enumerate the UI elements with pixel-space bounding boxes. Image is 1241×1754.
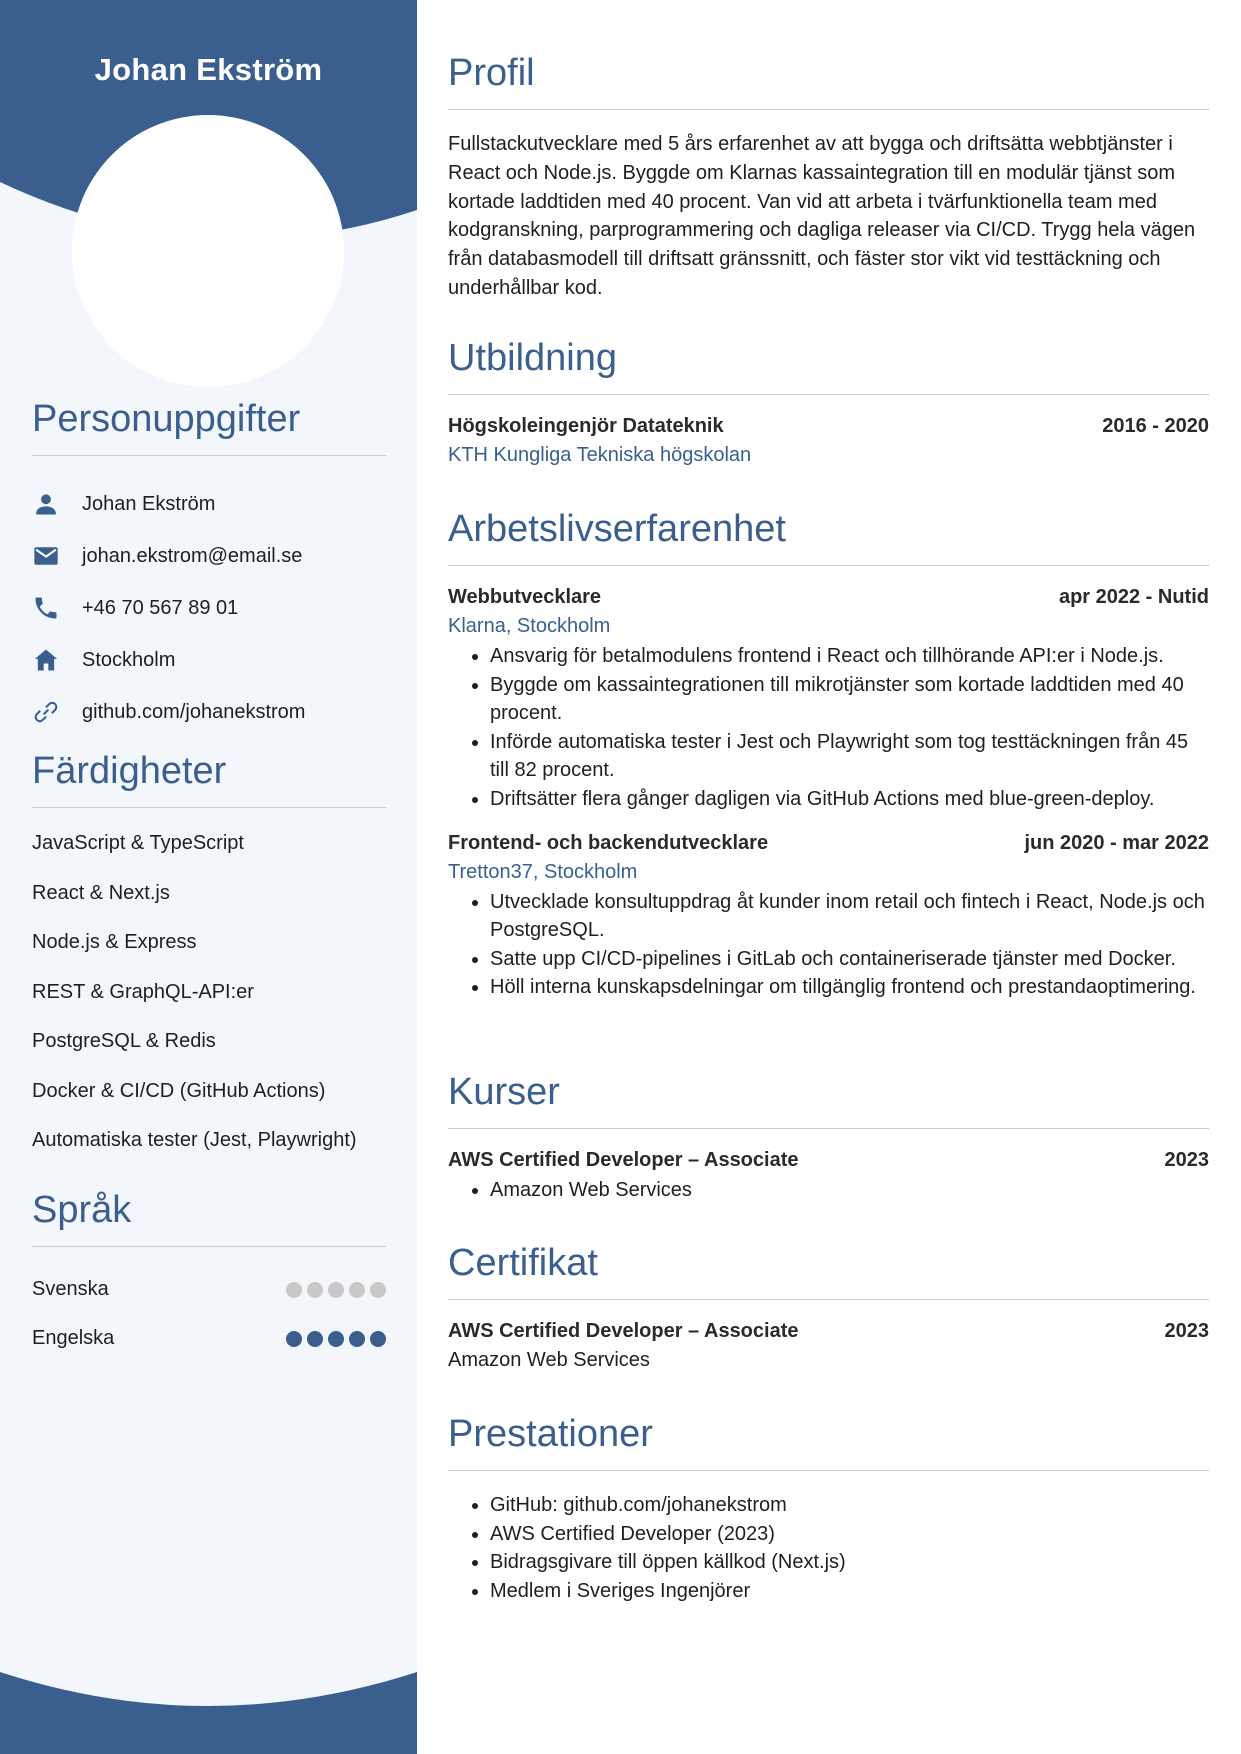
footer-wave [0,1672,417,1754]
education-school: KTH Kungliga Tekniska högskolan [448,444,752,466]
education-entry-header [448,415,1209,438]
experience-entry-header [448,586,1209,609]
education-title: Utbildning [448,337,1209,395]
course-bullets [448,1176,1209,1205]
contact-row-phone [32,582,386,634]
certificate-entry [448,1320,1209,1372]
education-dates: 2016 - 2020 [1102,415,1209,437]
skill-item: Node.js & Express [32,931,197,953]
experience-bullet: • Driftsätter flera gånger dagligen via GitHub Actions med blue-green-deploy. [490,785,1209,814]
candidate-name: Johan Ekström [94,52,323,87]
language-row [32,1314,386,1363]
courses-section [448,1071,1209,1205]
skill-list [32,826,386,1173]
language-list [32,1265,386,1363]
experience-dates: jun 2020 - mar 2022 [1024,831,1209,854]
education-entry [448,415,1209,467]
experience-entry [448,832,1209,1002]
achievements-title: Prestationer [448,1413,1209,1471]
skill-item: REST & GraphQL-API:er [32,980,254,1003]
contact-name-text: Johan Ekström [82,492,216,515]
certificate-entry-header [448,1320,1209,1343]
experience-entry-header [448,832,1209,855]
language-name: Engelska [32,1327,115,1349]
skill-item: Docker & CI/CD (GitHub Actions) [32,1079,326,1102]
course-bullet: • Amazon Web Services [490,1176,1209,1205]
achievement-item: • Medlem i Sveriges Ingenjörer [490,1577,1209,1606]
level-dot-empty [307,1282,323,1298]
level-dot-filled [307,1331,323,1347]
contact-row-email [32,530,386,582]
experience-bullet: • Satte upp CI/CD-pipelines i GitLab och containeriserade tjänster med Docker. [490,945,1209,974]
personal-title: Personuppgifter [32,398,386,456]
experience-entry [448,586,1209,814]
profile-section [448,52,1209,303]
course-name: AWS Certified Developer – Associate [448,1149,799,1171]
experience-bullet: • Införde automatiska tester i Jest och Playwright som tog testtäckningen från 45 till 82 procent. [490,728,1209,785]
experience-role: Webbutvecklare [448,586,602,608]
language-level-dots [286,1331,386,1347]
experience-bullet: • Ansvarig för betalmodulens frontend i React och tillhörande API:er i Node.js. [490,642,1209,671]
experience-bullet: • Höll interna kunskapsdelningar om tillgänglig frontend och prestandaoptimering. [490,973,1209,1002]
experience-dates: apr 2022 - Nutid [1058,586,1209,608]
contact-website-text[interactable]: github.com/johanekstrom [82,700,306,723]
skill-item: Automatiska tester (Jest, Playwright) [32,1129,357,1151]
experience-bullet: • Utvecklade konsultuppdrag åt kunder inom retail och fintech i React, Node.js och PostgreSQL. [490,888,1209,945]
contact-row-location [32,634,386,686]
languages-section [32,1189,386,1363]
certificate-issuer: Amazon Web Services [448,1349,650,1371]
profile-title: Profil [448,52,1209,110]
education-degree: Högskoleingenjör Datateknik [448,415,724,437]
experience-company: Tretton37, Stockholm [448,860,638,883]
contact-email-text[interactable]: johan.ekstrom@email.se [82,544,303,567]
contact-row-name [32,478,386,530]
achievements-section [448,1413,1209,1605]
course-year: 2023 [1164,1149,1209,1171]
achievement-item: • Bidragsgivare till öppen källkod (Next.js) [490,1548,1209,1577]
certificate-name: AWS Certified Developer – Associate [448,1320,799,1342]
personal-section [32,398,386,738]
experience-bullets [448,888,1209,1002]
course-entry-header [448,1149,1209,1172]
skills-title: Färdigheter [32,750,386,808]
level-dot-filled [370,1331,386,1347]
sidebar [0,0,417,1754]
language-row [32,1265,386,1314]
skill-item: React & Next.js [32,881,170,904]
profile-text: Fullstackutvecklare med 5 års erfarenhet av att bygga och driftsätta webbtjänster i React och Node.js. Byggde om Klarnas kassaintegration till en modulär tjänst som kortade laddtiden med 40 procent. Van vid att arbeta i tvärfunktionella team med kodgranskning, parprogrammering och dagliga releaser via CI/CD. Trygg hela vägen från databasmodell till driftsatt gränssnitt, och fäster stor vikt vid testtäckning och underhållbar kod. [448,133,1196,299]
level-dot-filled [286,1331,302,1347]
skill-item: PostgreSQL & Redis [32,1030,216,1052]
skills-section [32,750,386,1173]
profile-photo-placeholder [72,115,344,387]
contact-location-text: Stockholm [82,648,176,671]
certificate-year: 2023 [1164,1320,1209,1342]
contact-list [32,478,386,738]
certificates-title: Certifikat [448,1242,1209,1300]
contact-row-website [32,686,386,738]
language-level-dots [286,1282,386,1298]
achievement-list [448,1491,1209,1605]
link-icon [32,698,60,726]
skill-item: JavaScript & TypeScript [32,832,244,854]
experience-section [448,508,1209,1002]
experience-bullets [448,642,1209,814]
level-dot-filled [328,1331,344,1347]
experience-title: Arbetslivserfarenhet [448,508,1209,566]
phone-icon [32,594,60,622]
email-icon [32,542,60,570]
experience-bullet: • Byggde om kassaintegrationen till mikrotjänster som kortade laddtiden med 40 procent. [490,671,1209,728]
courses-title: Kurser [448,1071,1209,1129]
level-dot-empty [349,1282,365,1298]
level-dot-empty [370,1282,386,1298]
languages-title: Språk [32,1189,386,1247]
level-dot-empty [286,1282,302,1298]
course-entry [448,1149,1209,1205]
person-icon [32,490,60,518]
language-name: Svenska [32,1278,109,1300]
experience-role: Frontend- och backendutvecklare [448,831,769,854]
education-section [448,337,1209,467]
contact-phone-text[interactable]: +46 70 567 89 01 [82,596,239,619]
certificates-section [448,1242,1209,1372]
level-dot-filled [349,1331,365,1347]
achievement-item: • AWS Certified Developer (2023) [490,1520,1209,1549]
experience-company: Klarna, Stockholm [448,615,611,637]
level-dot-empty [328,1282,344,1298]
home-icon [32,646,60,674]
achievement-item: • GitHub: github.com/johanekstrom [490,1491,1209,1520]
